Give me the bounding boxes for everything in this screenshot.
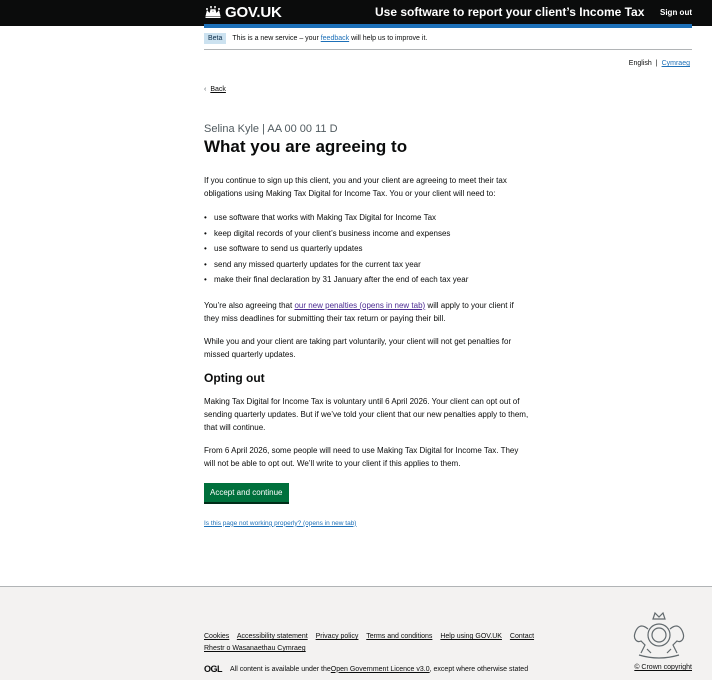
footer-link-cookies[interactable]: Cookies <box>204 633 230 640</box>
licence-text-before: All content is available under the <box>230 665 331 673</box>
header-blue-bar <box>204 24 692 28</box>
list-item: • send any missed quarterly updates for the current tax year <box>204 257 529 273</box>
govuk-logo-link[interactable] <box>204 4 282 21</box>
back-link[interactable]: Back <box>210 86 226 93</box>
royal-crest-icon <box>627 605 691 661</box>
beta-tag: Beta <box>204 33 226 44</box>
penalties-link[interactable]: our new penalties (opens in new tab) <box>294 300 426 310</box>
opting-out-paragraph-1: Making Tax Digital for Income Tax is voluntary until 6 April 2026. Your client can opt out of sending quarterly updates. But if we’ve told your client that our new penalties apply to them, that will continue. <box>204 396 529 432</box>
header-container <box>204 0 692 24</box>
service-name-link[interactable]: Use software to report your client’s Income Tax <box>375 5 645 19</box>
crown-copyright-link[interactable]: © Crown copyright <box>634 664 692 671</box>
footer-link-accessibility[interactable]: Accessibility statement <box>236 633 308 640</box>
footer-link-terms[interactable]: Terms and conditions <box>366 633 433 640</box>
crown-icon <box>204 5 222 19</box>
crown-copyright <box>634 664 692 671</box>
licence-statement <box>204 664 528 674</box>
back-link-container <box>204 86 226 93</box>
penalties-text-before: You’re also agreeing that <box>204 300 295 310</box>
ogl-licence-link[interactable]: Open Government Licence v3.0 <box>330 665 430 673</box>
footer-link-contact[interactable]: Contact <box>509 633 535 640</box>
chevron-left-icon: ‹ <box>204 86 207 93</box>
accept-and-continue-button[interactable]: Accept and continue <box>204 483 289 502</box>
language-toggle <box>629 60 690 67</box>
govuk-logo-text: GOV.UK <box>225 3 282 21</box>
phase-banner-text <box>232 35 427 42</box>
opting-out-paragraph-2: From 6 April 2026, some people will need to use Making Tax Digital for Income Tax. They will not be able to opt out. We’ll write to your client if this applies to them. <box>204 445 519 468</box>
list-item: • use software that works with Making Tax Digital for Income Tax <box>204 210 529 226</box>
phase-banner-text-after: will help us to improve it. <box>349 35 428 42</box>
list-item: • make their final declaration by 31 January after the end of each tax year <box>204 272 529 288</box>
footer-link-welsh-services[interactable]: Rhestr o Wasanaethau Cymraeg <box>204 645 306 652</box>
opting-out-heading: Opting out <box>204 370 265 385</box>
language-english: English <box>628 60 652 67</box>
penalties-paragraph <box>204 299 529 325</box>
penalties-text-after: will apply to your client if they miss deadlines for submitting their tax return or paying their bill. <box>204 300 514 323</box>
voluntary-paragraph: While you and your client are taking part voluntarily, your client will not get penalties for missed quarterly updates. <box>204 336 512 359</box>
feedback-link[interactable]: feedback <box>320 35 350 42</box>
list-item: • use software to send us quarterly updates <box>204 241 529 257</box>
list-item: • keep digital records of your client’s business income and expenses <box>204 226 529 242</box>
footer-links <box>204 631 604 655</box>
ogl-logo: OGL <box>204 664 222 674</box>
footer-link-privacy[interactable]: Privacy policy <box>315 633 359 640</box>
site-footer <box>0 586 712 680</box>
site-header <box>0 0 712 26</box>
page-title: What you are agreeing to <box>204 137 408 156</box>
licence-text-after: , except where otherwise stated <box>429 665 529 673</box>
language-separator: | <box>655 60 658 67</box>
language-cymraeg-link[interactable]: Cymraeg <box>661 60 690 67</box>
footer-link-help[interactable]: Help using GOV.UK <box>440 633 502 640</box>
sign-out-link[interactable]: Sign out <box>660 8 692 17</box>
obligations-list <box>204 210 529 288</box>
main-content <box>204 123 529 527</box>
client-caption: Selina Kyle | AA 00 00 11 D <box>204 123 338 135</box>
phase-banner-text-before: This is a new service – your <box>232 35 321 42</box>
report-problem-link[interactable]: Is this page not working properly? (opens in new tab) <box>204 519 357 527</box>
phase-banner <box>204 33 692 50</box>
intro-paragraph: If you continue to sign up this client, you and your client are agreeing to meet their tax obligations using Making Tax Digital for Income Tax. You or your client will need to: <box>204 176 507 199</box>
